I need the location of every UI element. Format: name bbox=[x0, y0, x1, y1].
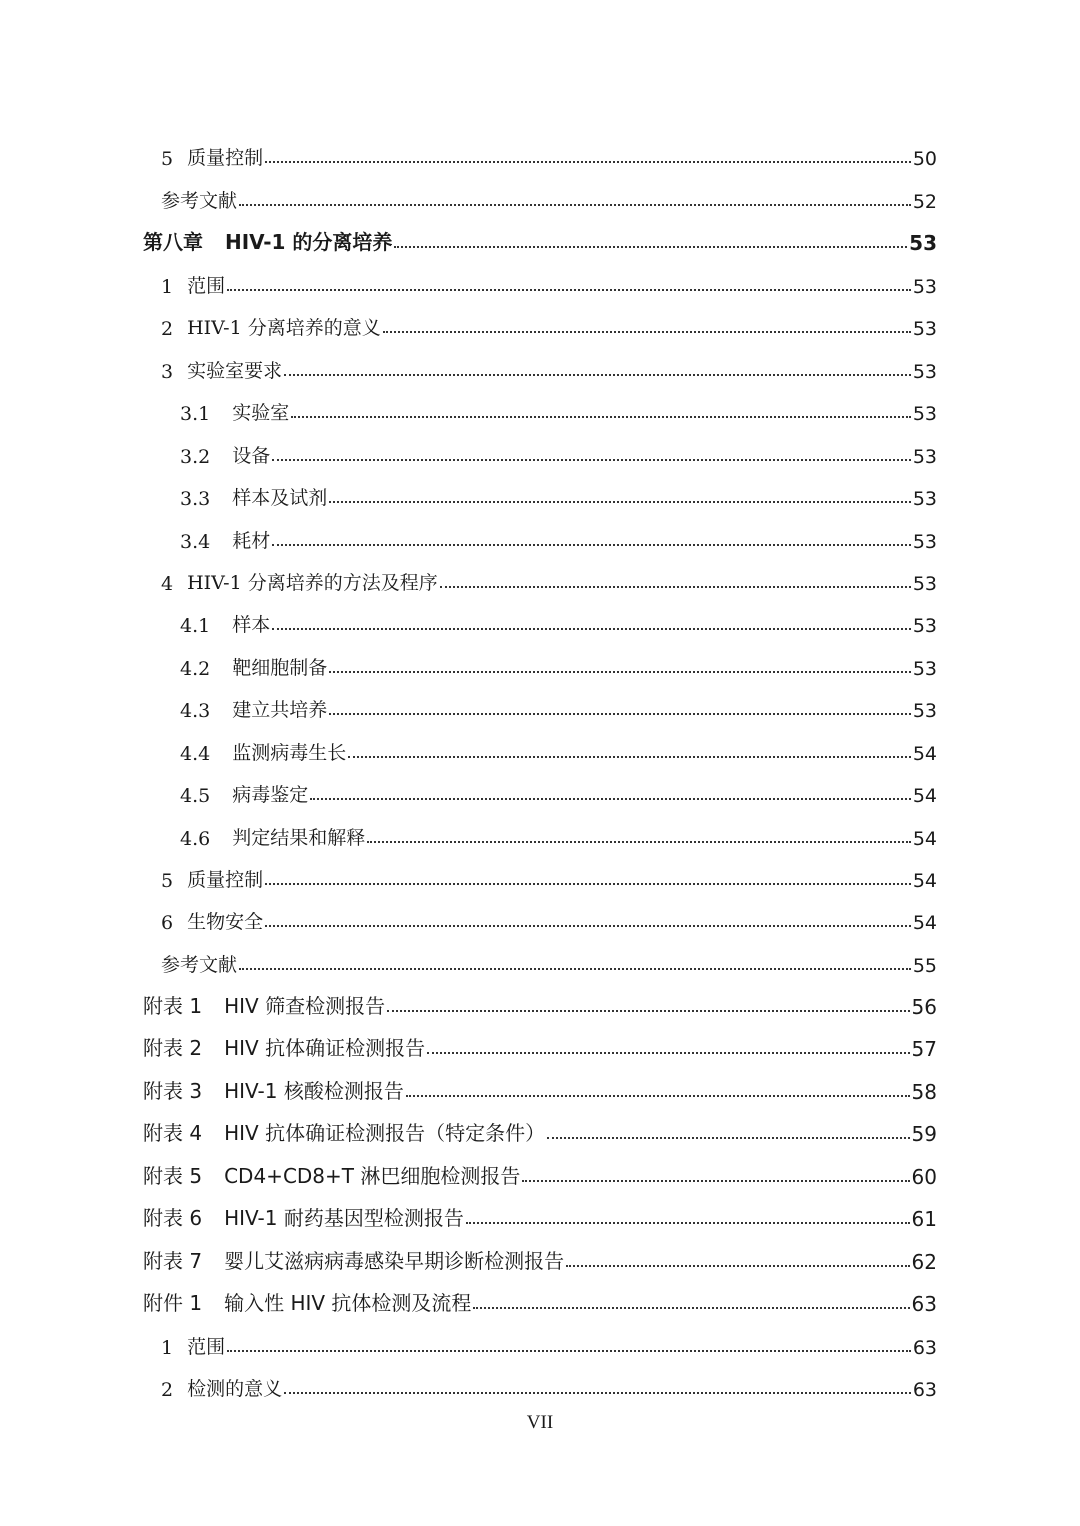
dot-leader bbox=[239, 968, 911, 970]
toc-entry-page: 54 bbox=[912, 743, 937, 765]
toc-subentry[interactable] bbox=[180, 605, 937, 637]
toc-subentry[interactable] bbox=[180, 393, 937, 425]
toc-subentry[interactable] bbox=[180, 818, 937, 850]
toc-entry-page: 50 bbox=[912, 148, 937, 170]
toc-entry-title: 范围 bbox=[187, 1336, 226, 1358]
toc-entry-page: 54 bbox=[912, 785, 937, 807]
toc-entry-page: 53 bbox=[909, 231, 937, 255]
toc-entry-page: 53 bbox=[912, 318, 937, 340]
toc-entry-title: 婴儿艾滋病病毒感染早期诊断检测报告 bbox=[224, 1249, 565, 1273]
dot-leader bbox=[383, 331, 911, 333]
toc-entry-number: 4.1 bbox=[180, 615, 211, 637]
toc-entry-number: 附表 7 bbox=[143, 1249, 203, 1273]
toc-appendix-entry[interactable] bbox=[143, 1114, 937, 1146]
toc-appendix-entry[interactable] bbox=[143, 1199, 937, 1231]
toc-entry-title: HIV-1 核酸检测报告 bbox=[224, 1079, 404, 1103]
toc-entry-number: 第八章 bbox=[143, 230, 203, 254]
dot-leader bbox=[284, 1392, 911, 1394]
toc-entry-title: 耗材 bbox=[232, 530, 271, 552]
toc-entry-title: 检测的意义 bbox=[187, 1378, 283, 1400]
toc-entry-page: 63 bbox=[911, 1292, 937, 1316]
toc-entry-number: 4.6 bbox=[180, 828, 211, 850]
toc-entry-number: 3 bbox=[161, 361, 174, 383]
dot-leader bbox=[329, 713, 911, 715]
dot-leader bbox=[291, 416, 911, 418]
toc-entry-title: 建立共培养 bbox=[232, 699, 328, 721]
dot-leader bbox=[265, 925, 911, 927]
toc-entry-number: 2 bbox=[161, 1379, 174, 1401]
toc-entry-number: 附表 2 bbox=[143, 1036, 203, 1060]
toc-entry-number: 附表 4 bbox=[143, 1121, 203, 1145]
dot-leader bbox=[466, 1222, 910, 1224]
toc-entry-title: CD4+CD8+T 淋巴细胞检测报告 bbox=[224, 1164, 521, 1188]
toc-entry-title: 监测病毒生长 bbox=[232, 742, 347, 764]
toc-entry-page: 55 bbox=[912, 955, 937, 977]
dot-leader bbox=[566, 1265, 909, 1267]
toc-entry[interactable] bbox=[161, 308, 937, 340]
dot-leader bbox=[473, 1307, 909, 1309]
toc-entry-title: 样本及试剂 bbox=[232, 487, 328, 509]
toc-entry[interactable] bbox=[161, 945, 937, 977]
toc-chapter-entry[interactable] bbox=[143, 223, 937, 255]
toc-subentry[interactable] bbox=[180, 478, 937, 510]
toc-entry-page: 53 bbox=[912, 361, 937, 383]
toc-entry-number: 3.4 bbox=[180, 531, 211, 553]
dot-leader bbox=[310, 798, 911, 800]
dot-leader bbox=[440, 586, 911, 588]
toc-entry-title: 质量控制 bbox=[187, 147, 264, 169]
toc-entry-page: 59 bbox=[911, 1122, 937, 1146]
toc-appendix-entry[interactable] bbox=[143, 987, 937, 1019]
toc-entry[interactable] bbox=[161, 1327, 937, 1359]
toc-entry-title: HIV-1 的分离培养 bbox=[225, 230, 393, 254]
toc-entry-number: 1 bbox=[161, 1337, 174, 1359]
toc-entry-page: 54 bbox=[912, 828, 937, 850]
toc-entry-page: 57 bbox=[911, 1037, 937, 1061]
toc-entry-page: 56 bbox=[911, 995, 937, 1019]
toc-entry-page: 53 bbox=[912, 573, 937, 595]
toc-entry-page: 58 bbox=[911, 1080, 937, 1104]
toc-entry-page: 53 bbox=[912, 700, 937, 722]
toc-entry-number: 附表 3 bbox=[143, 1079, 203, 1103]
toc-entry-page: 53 bbox=[912, 615, 937, 637]
toc-entry-page: 53 bbox=[912, 488, 937, 510]
toc-entry-number: 5 bbox=[161, 870, 174, 892]
toc-subentry[interactable] bbox=[180, 648, 937, 680]
dot-leader bbox=[348, 756, 911, 758]
dot-leader bbox=[284, 374, 911, 376]
toc-entry-number: 6 bbox=[161, 912, 174, 934]
toc-entry-title: 病毒鉴定 bbox=[232, 784, 309, 806]
dot-leader bbox=[272, 628, 911, 630]
dot-leader bbox=[394, 246, 907, 248]
dot-leader bbox=[227, 1350, 911, 1352]
toc-entry[interactable] bbox=[161, 860, 937, 892]
toc-appendix-entry[interactable] bbox=[143, 1284, 937, 1316]
toc-subentry[interactable] bbox=[180, 690, 937, 722]
toc-entry-number: 3.3 bbox=[180, 488, 211, 510]
toc-entry[interactable] bbox=[161, 902, 937, 934]
toc-entry-number: 4 bbox=[161, 573, 174, 595]
toc-entry-number: 附件 1 bbox=[143, 1291, 203, 1315]
toc-appendix-entry[interactable] bbox=[143, 1242, 937, 1274]
dot-leader bbox=[387, 1010, 909, 1012]
toc-entry-number: 1 bbox=[161, 276, 174, 298]
toc-entry-title: HIV-1 耐药基因型检测报告 bbox=[224, 1206, 464, 1230]
toc-subentry[interactable] bbox=[180, 775, 937, 807]
toc-entry-number: 4.4 bbox=[180, 743, 211, 765]
toc-entry-title: 范围 bbox=[187, 275, 226, 297]
toc-entry-page: 54 bbox=[912, 870, 937, 892]
toc-entry-title: HIV 抗体确证检测报告 bbox=[224, 1036, 426, 1060]
toc-entry[interactable] bbox=[161, 563, 937, 595]
toc-entry[interactable] bbox=[161, 138, 937, 170]
toc-entry-number: 4.2 bbox=[180, 658, 211, 680]
dot-leader bbox=[522, 1180, 909, 1182]
toc-entry-title: HIV 筛查检测报告 bbox=[224, 994, 386, 1018]
toc-entry-title: 实验室要求 bbox=[187, 360, 283, 382]
dot-leader bbox=[406, 1095, 910, 1097]
toc-appendix-entry[interactable] bbox=[143, 1157, 937, 1189]
toc-entry-title: 输入性 HIV 抗体检测及流程 bbox=[224, 1291, 472, 1315]
dot-leader bbox=[329, 671, 911, 673]
toc-entry-title: 判定结果和解释 bbox=[232, 827, 366, 849]
toc-entry-title: 质量控制 bbox=[187, 869, 264, 891]
dot-leader bbox=[239, 204, 911, 206]
toc-entry-title: 参考文献 bbox=[161, 954, 238, 976]
toc-entry-title: HIV-1 分离培养的意义 bbox=[187, 317, 381, 339]
dot-leader bbox=[272, 459, 911, 461]
toc-entry-page: 53 bbox=[912, 276, 937, 298]
toc-entry-number: 3.2 bbox=[180, 446, 211, 468]
toc-appendix-entry[interactable] bbox=[143, 1029, 937, 1061]
dot-leader bbox=[329, 501, 911, 503]
toc-entry-title: HIV 抗体确证检测报告（特定条件） bbox=[224, 1121, 546, 1145]
toc-entry-page: 63 bbox=[912, 1337, 937, 1359]
toc-entry-title: HIV-1 分离培养的方法及程序 bbox=[187, 572, 438, 594]
toc-entry-number: 3.1 bbox=[180, 403, 211, 425]
dot-leader bbox=[227, 289, 911, 291]
toc-entry[interactable] bbox=[161, 181, 937, 213]
toc-appendix-entry[interactable] bbox=[143, 1072, 937, 1104]
toc-subentry[interactable] bbox=[180, 733, 937, 765]
toc-entry[interactable] bbox=[161, 266, 937, 298]
toc-entry-page: 61 bbox=[911, 1207, 937, 1231]
toc-entry-title: 靶细胞制备 bbox=[232, 657, 328, 679]
toc-entry-page: 60 bbox=[911, 1165, 937, 1189]
toc-entry-number: 附表 6 bbox=[143, 1206, 203, 1230]
dot-leader bbox=[367, 841, 911, 843]
toc-entry-page: 53 bbox=[912, 446, 937, 468]
toc-entry-page: 53 bbox=[912, 658, 937, 680]
toc-entry-title: 生物安全 bbox=[187, 911, 264, 933]
toc-entry-page: 52 bbox=[912, 191, 937, 213]
toc-entry-number: 4.5 bbox=[180, 785, 211, 807]
dot-leader bbox=[265, 161, 911, 163]
toc-entry[interactable] bbox=[161, 351, 937, 383]
toc-entry-number: 2 bbox=[161, 318, 174, 340]
toc-entry-page: 53 bbox=[912, 531, 937, 553]
toc-entry-title: 样本 bbox=[232, 614, 271, 636]
toc-entry-title: 参考文献 bbox=[161, 190, 238, 212]
toc-entry[interactable] bbox=[161, 1369, 937, 1401]
toc-entry-number: 附表 1 bbox=[143, 994, 203, 1018]
toc-entry-page: 63 bbox=[912, 1379, 937, 1401]
toc-entry-page: 54 bbox=[912, 912, 937, 934]
toc-entry-number: 附表 5 bbox=[143, 1164, 203, 1188]
toc-entry-page: 62 bbox=[911, 1250, 937, 1274]
toc-entry-page: 53 bbox=[912, 403, 937, 425]
toc-entry-number: 5 bbox=[161, 148, 174, 170]
toc-entry-title: 实验室 bbox=[232, 402, 290, 424]
dot-leader bbox=[547, 1137, 909, 1139]
dot-leader bbox=[265, 883, 911, 885]
dot-leader bbox=[427, 1052, 909, 1054]
toc-entry-number: 4.3 bbox=[180, 700, 211, 722]
toc-entry-title: 设备 bbox=[232, 445, 271, 467]
dot-leader bbox=[272, 544, 911, 546]
page-number-footer: VII bbox=[526, 1412, 554, 1433]
toc-subentry[interactable] bbox=[180, 436, 937, 468]
toc-subentry[interactable] bbox=[180, 521, 937, 553]
